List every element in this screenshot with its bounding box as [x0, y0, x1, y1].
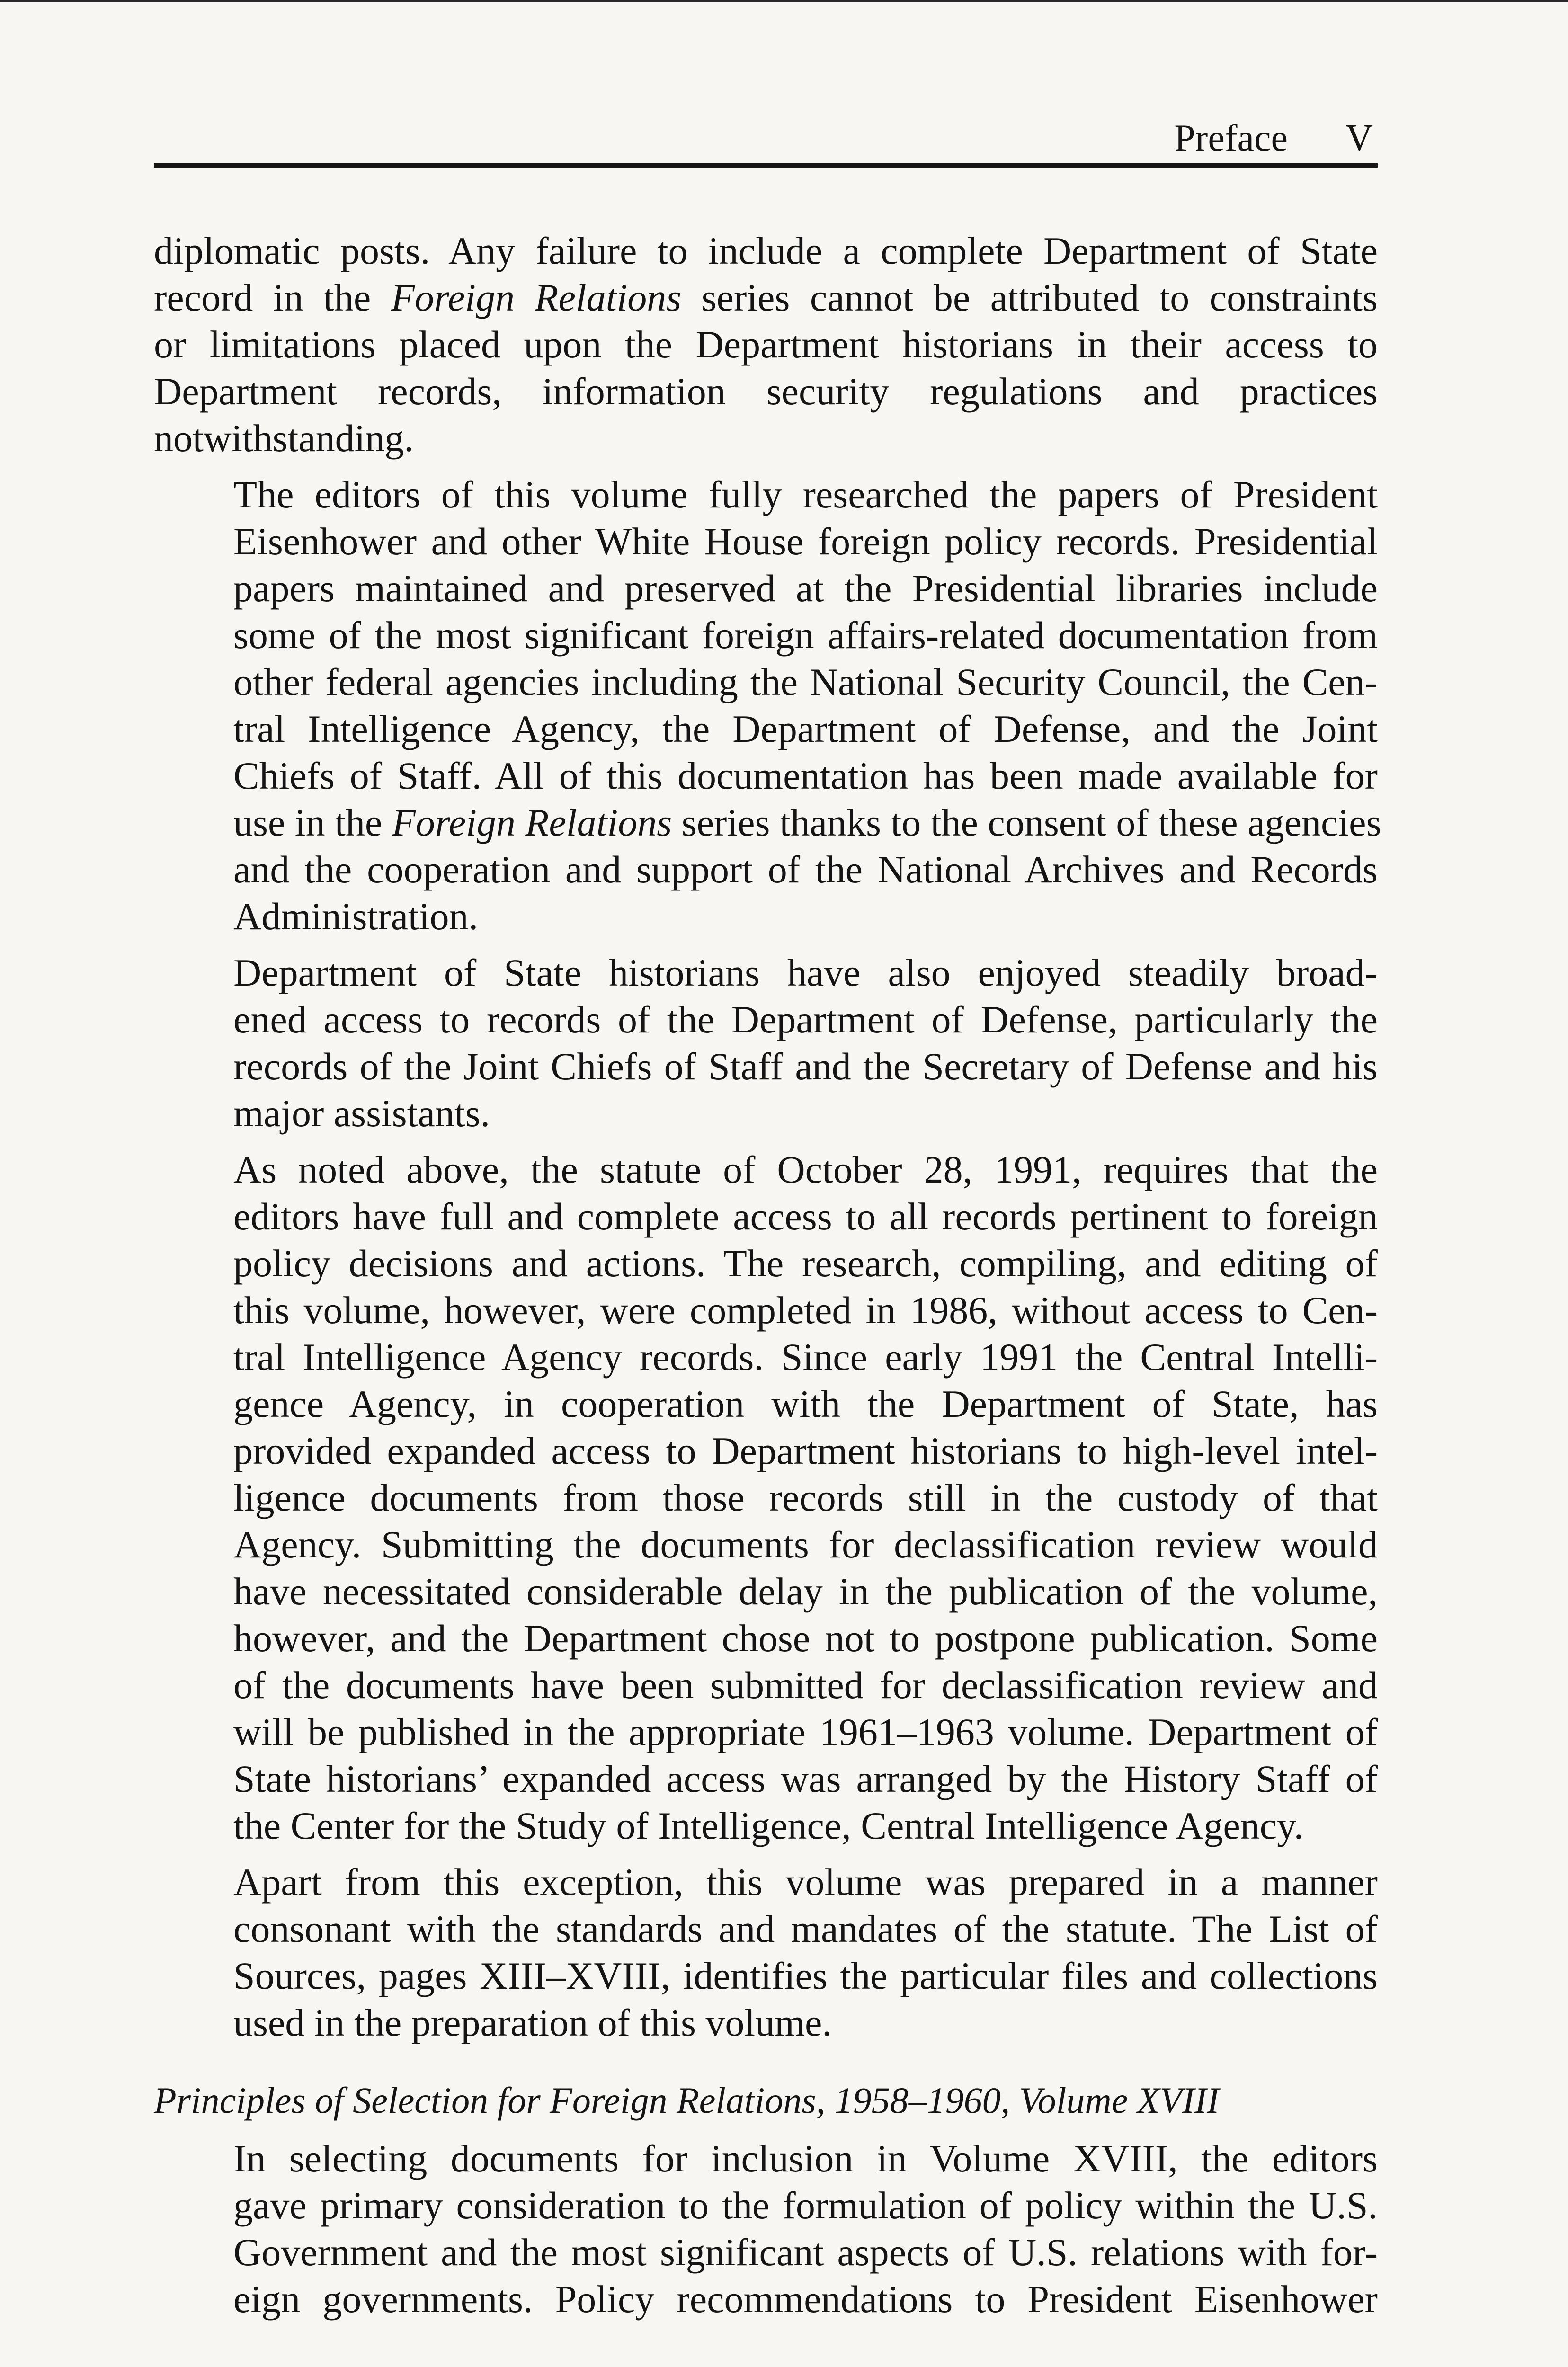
text-line: Eisenhower and other White House foreign policy records. Presidential: [233, 520, 1378, 563]
text-line: State historians’ expanded access was arranged by the History Staff of: [233, 1757, 1378, 1800]
paragraph-1: [154, 227, 1378, 462]
text-line: policy decisions and actions. The research, compiling, and editing of: [233, 1242, 1378, 1285]
text-line: papers maintained and preserved at the Presidential libraries include: [233, 567, 1378, 610]
text-line: other federal agencies including the National Security Council, the Cen-: [233, 660, 1378, 703]
text-line: Agency. Submitting the documents for declassification review would: [233, 1523, 1378, 1566]
section-heading: Principles of Selection for Foreign Relations, 1958–1960, Volume XVIII: [154, 2080, 1220, 2121]
text-line: this volume, however, were completed in 1986, without access to Cen-: [233, 1289, 1378, 1332]
text-line: major assistants.: [233, 1092, 490, 1135]
text-line: record in the Foreign Relations series cannot be attributed to constraints: [154, 276, 1378, 319]
text-line: gence Agency, in cooperation with the Department of State, has: [233, 1382, 1378, 1425]
text-line: used in the preparation of this volume.: [233, 2001, 832, 2044]
paragraph-6: [154, 2135, 1378, 2323]
text-line: The editors of this volume fully researched the papers of President: [233, 473, 1378, 516]
text-line: will be published in the appropriate 1961–1963 volume. Department of: [233, 1710, 1378, 1753]
text-line: consonant with the standards and mandates of the statute. The List of: [233, 1907, 1378, 1950]
text-line: tral Intelligence Agency, the Department of Defense, and the Joint: [233, 707, 1378, 750]
text-line: have necessitated considerable delay in the publication of the volume,: [233, 1570, 1378, 1613]
text-line: Chiefs of Staff. All of this documentation has been made available for: [233, 754, 1378, 797]
text-line: Department of State historians have also enjoyed steadily broad-: [233, 951, 1378, 994]
text-line: As noted above, the statute of October 28, 1991, requires that the: [233, 1148, 1378, 1191]
running-header: [154, 109, 1378, 166]
text-line: use in the Foreign Relations series thanks to the consent of these agencies: [233, 801, 1381, 844]
text-line: tral Intelligence Agency records. Since early 1991 the Central Intelli-: [233, 1335, 1378, 1379]
page-top-edge-rule: [0, 0, 1568, 2]
paragraph-5: [154, 1859, 1378, 2046]
text-line: or limitations placed upon the Department historians in their access to: [154, 323, 1378, 366]
text-line: and the cooperation and support of the National Archives and Records: [233, 848, 1378, 891]
text-line: Department records, information security regulations and practices: [154, 370, 1378, 413]
text-line: Sources, pages XIII–XVIII, identifies the particular files and collections: [233, 1954, 1378, 1997]
running-header-title: Preface: [1174, 117, 1288, 159]
page-number: V: [1345, 117, 1373, 159]
text-line: however, and the Department chose not to postpone publication. Some: [233, 1617, 1378, 1660]
text-line: Government and the most significant aspects of U.S. relations with for-: [233, 2231, 1378, 2274]
series-title-italic: Foreign Relations: [392, 801, 672, 844]
header-rule: [154, 163, 1378, 168]
text-line: eign governments. Policy recommendations to President Eisenhower: [233, 2278, 1378, 2321]
text-line: the Center for the Study of Intelligence, Central Intelligence Agency.: [233, 1804, 1304, 1847]
text-line: editors have full and complete access to all records pertinent to foreign: [233, 1195, 1378, 1238]
paragraph-4: [154, 1146, 1378, 1849]
text-line: Apart from this exception, this volume was prepared in a manner: [233, 1860, 1378, 1904]
text-line: In selecting documents for inclusion in Volume XVIII, the editors: [233, 2137, 1378, 2180]
text-line: provided expanded access to Department historians to high-level intel-: [233, 1429, 1378, 1472]
series-title-italic: Foreign Relations: [391, 276, 682, 319]
text-line: ligence documents from those records still in the custody of that: [233, 1476, 1378, 1519]
text-line: gave primary consideration to the formulation of policy within the U.S.: [233, 2184, 1378, 2227]
text-line: diplomatic posts. Any failure to include a complete Department of State: [154, 229, 1378, 272]
paragraph-2: [154, 471, 1381, 940]
text-line: notwithstanding.: [154, 417, 414, 460]
body-text: [154, 227, 1381, 2323]
text-line: ened access to records of the Department of Defense, particularly the: [233, 998, 1378, 1041]
text-line: some of the most significant foreign affairs-related documentation from: [233, 614, 1378, 657]
text-line: records of the Joint Chiefs of Staff and the Secretary of Defense and his: [233, 1045, 1378, 1088]
paragraph-3: [154, 949, 1378, 1137]
text-line: of the documents have been submitted for declassification review and: [233, 1664, 1378, 1707]
text-line: Administration.: [233, 895, 479, 938]
